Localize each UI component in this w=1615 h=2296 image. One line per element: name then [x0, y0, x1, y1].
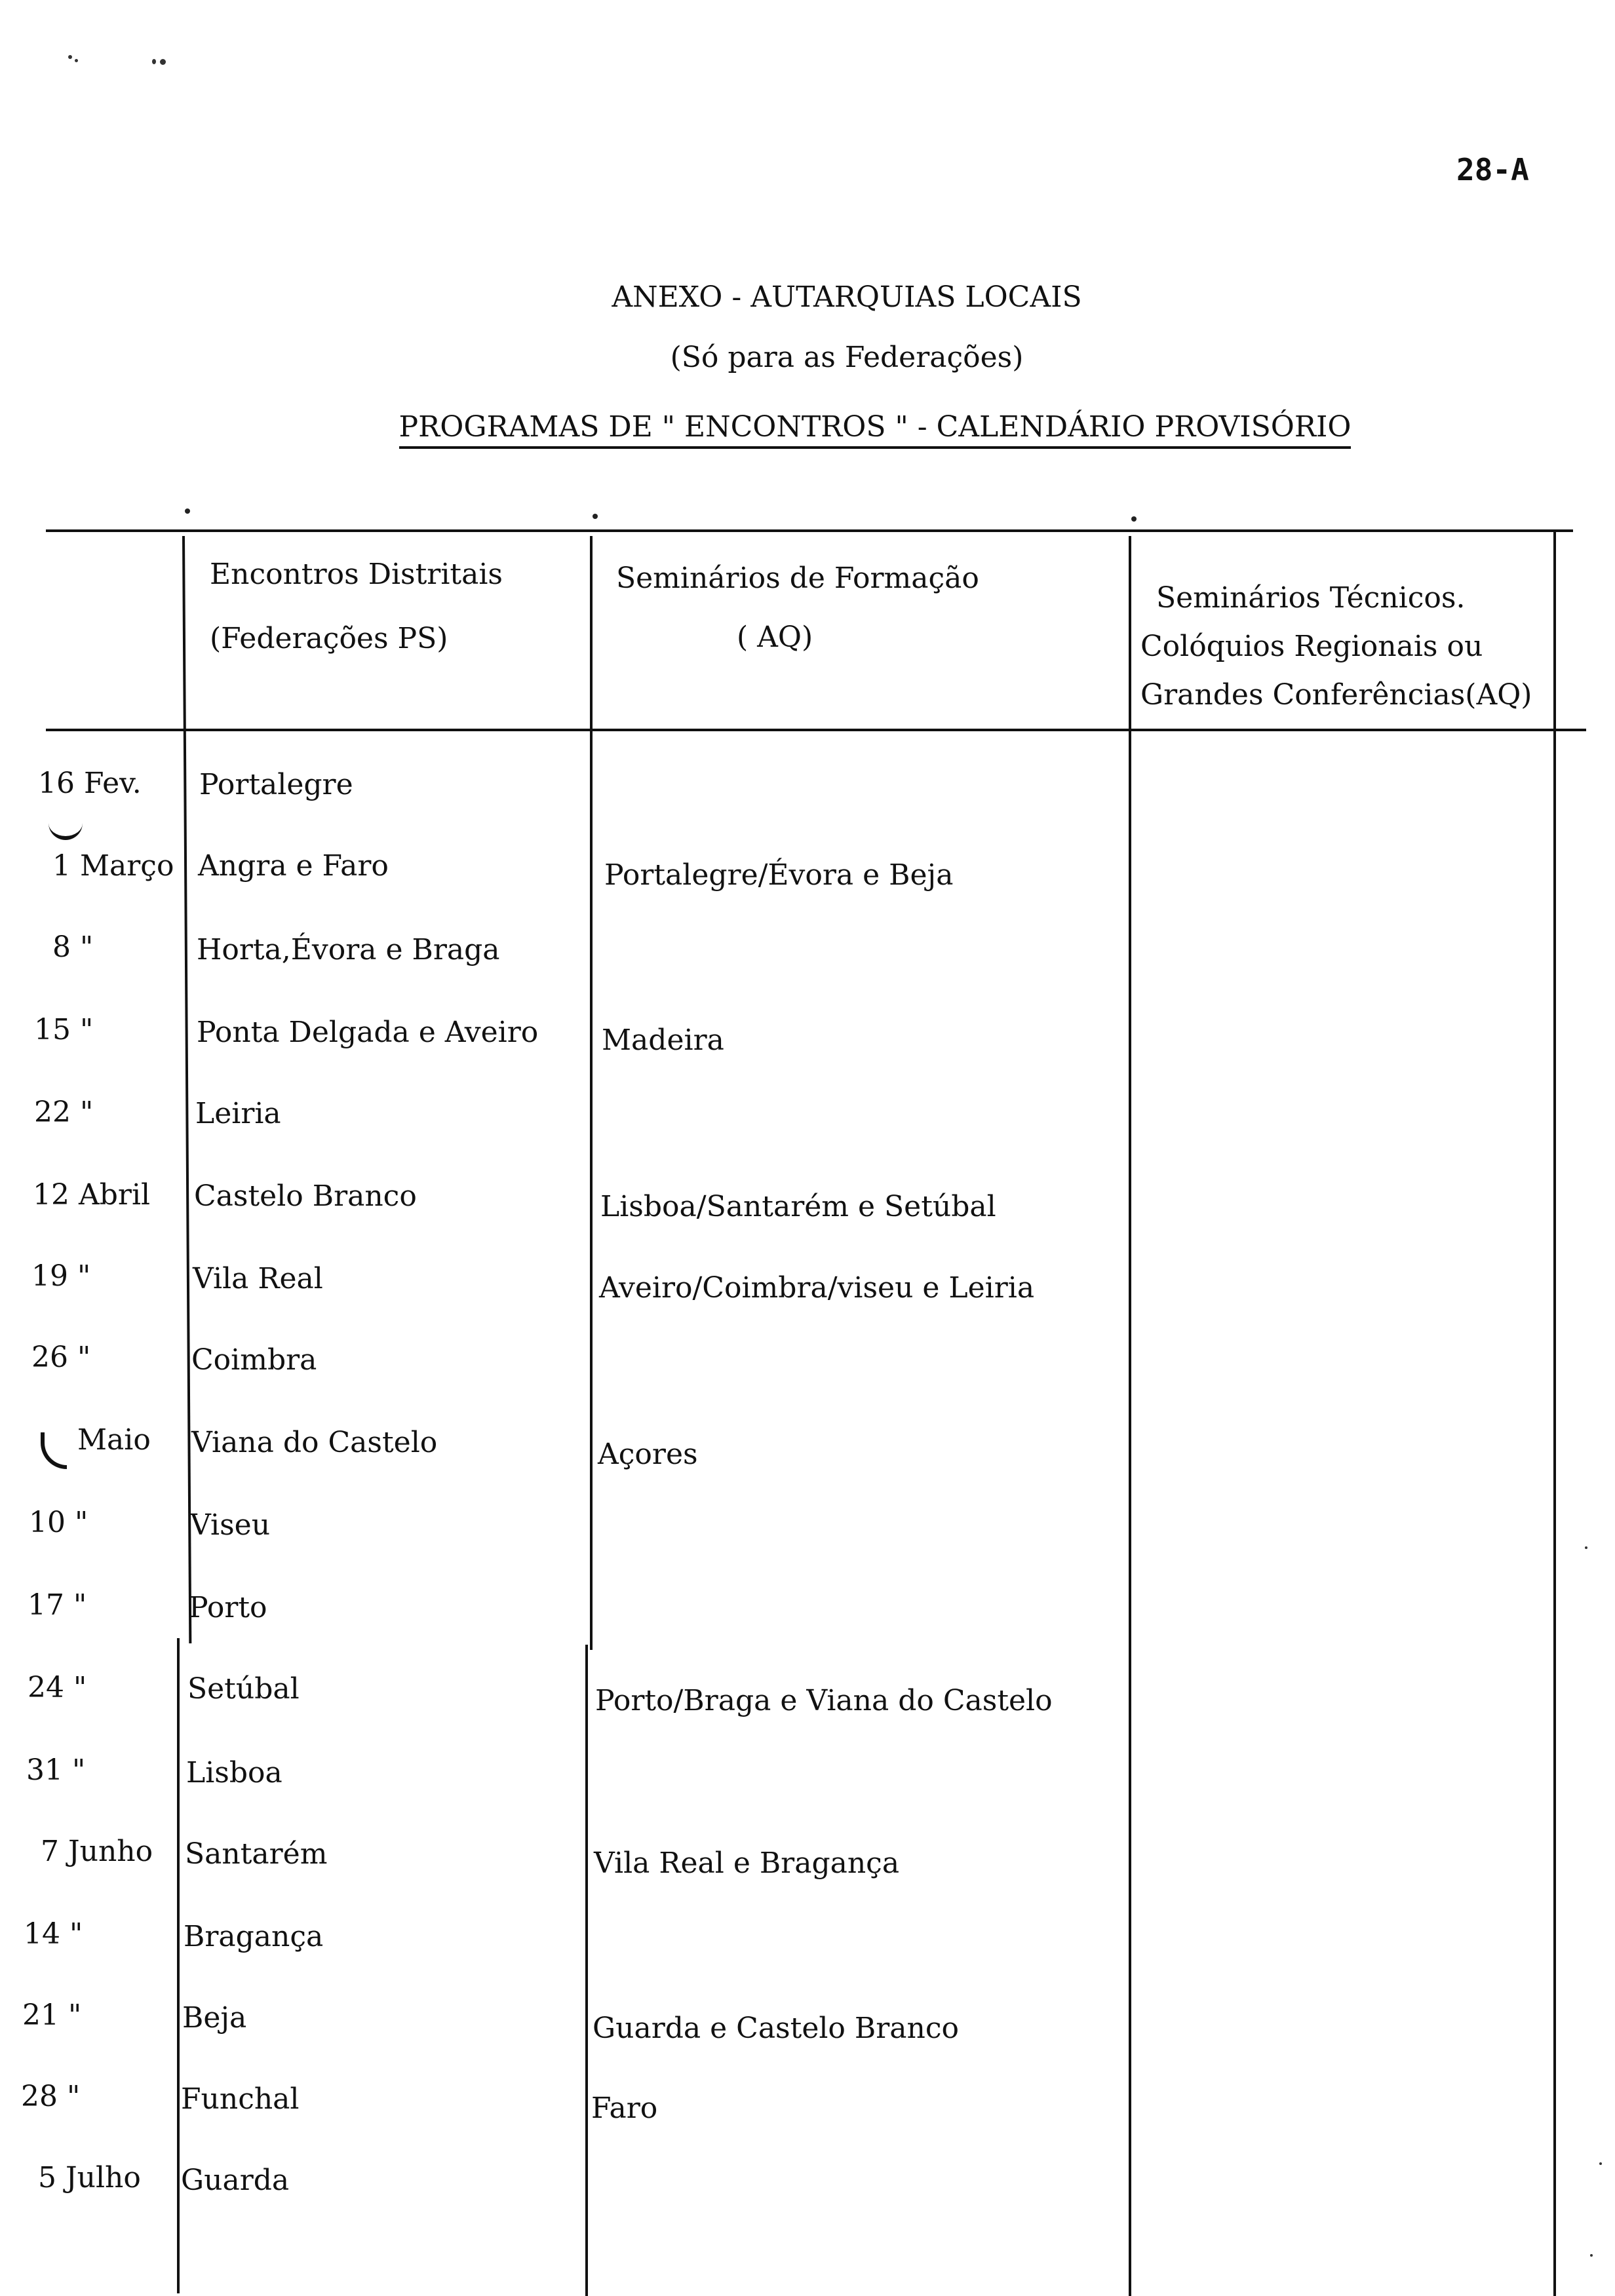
- date-cell: 12 Abril: [33, 1178, 151, 1212]
- distritais-cell: Funchal: [181, 2082, 300, 2116]
- distritais-cell: Bragança: [184, 1920, 324, 1953]
- date-cell: 24 ": [28, 1671, 87, 1704]
- distritais-cell: Angra e Faro: [198, 849, 389, 883]
- page-number: 28-A: [1456, 152, 1529, 187]
- column-divider-3: [1129, 536, 1131, 2296]
- distritais-cell: Viana do Castelo: [191, 1426, 438, 1459]
- header-col2-line2: ( AQ): [737, 621, 813, 654]
- column-dot: [593, 514, 598, 519]
- column-divider-1-lower: [177, 1638, 180, 2293]
- distritais-cell: Porto: [189, 1591, 267, 1624]
- distritais-cell: Santarém: [185, 1837, 328, 1871]
- scan-speck: [68, 55, 72, 59]
- distritais-cell: Vila Real: [193, 1262, 323, 1295]
- date-cell: 16 Fev.: [38, 767, 142, 800]
- formacao-cell: Aveiro/Coimbra/viseu e Leiria: [599, 1271, 1035, 1305]
- program-title-text: PROGRAMAS DE " ENCONTROS " - CALENDÁRIO PROVISÓRIO: [399, 410, 1352, 449]
- table-top-rule: [46, 529, 1573, 532]
- date-cell: 21 ": [22, 1999, 82, 2032]
- date-cell: 10 ": [29, 1506, 88, 1539]
- scan-speck: [1590, 2254, 1593, 2257]
- scan-speck: [75, 59, 78, 62]
- date-cell: 15 ": [34, 1013, 94, 1046]
- distritais-cell: Coimbra: [191, 1343, 317, 1377]
- distritais-cell: Lisboa: [186, 1756, 282, 1789]
- formacao-cell: Portalegre/Évora e Beja: [604, 858, 954, 892]
- column-divider-2-lower: [585, 1645, 588, 2296]
- distritais-cell: Setúbal: [187, 1672, 300, 1706]
- column-dot: [1131, 516, 1137, 522]
- column-dot: [185, 508, 190, 514]
- distritais-cell: Ponta Delgada e Aveiro: [197, 1016, 539, 1049]
- program-title: [0, 410, 1615, 449]
- date-cell: 26 ": [31, 1341, 91, 1374]
- formacao-cell: Madeira: [602, 1024, 724, 1057]
- column-divider-2: [590, 536, 593, 1650]
- header-col2-line1: Seminários de Formação: [616, 562, 979, 595]
- distritais-cell: Beja: [182, 2001, 247, 2035]
- formacao-cell: Porto/Braga e Viana do Castelo: [595, 1684, 1053, 1717]
- distritais-cell: Guarda: [181, 2164, 290, 2197]
- table-header-rule: [46, 729, 1586, 731]
- date-cell: Maio: [77, 1423, 151, 1457]
- formacao-cell: Faro: [591, 2092, 658, 2125]
- date-cell: 5 Julho: [38, 2161, 141, 2194]
- date-cell: 22 ": [34, 1096, 94, 1129]
- header-col1-line2: (Federações PS): [210, 622, 448, 655]
- date-cell: 31 ": [26, 1753, 86, 1787]
- document-subtitle: (Só para as Federações): [670, 341, 1024, 374]
- date-cell: 14 ": [24, 1917, 83, 1951]
- date-cell: 1 Março: [52, 849, 174, 883]
- header-encontros-distritais: [210, 550, 503, 663]
- scan-speck: [152, 59, 156, 64]
- header-col3-line1: Seminários Técnicos.: [1156, 581, 1466, 615]
- distritais-cell: Viseu: [190, 1508, 271, 1542]
- header-col1-line1: Encontros Distritais: [210, 558, 503, 591]
- formacao-cell: Vila Real e Bragança: [594, 1846, 900, 1880]
- document-title: ANEXO - AUTARQUIAS LOCAIS: [612, 280, 1082, 314]
- header-col3-line3: Grandes Conferências(AQ): [1140, 678, 1532, 712]
- date-cell: 17 ": [28, 1588, 87, 1622]
- handwritten-mark: [49, 818, 83, 840]
- column-divider-4: [1553, 529, 1556, 2296]
- date-cell: 28 ": [21, 2080, 81, 2113]
- distritais-cell: Portalegre: [199, 768, 353, 801]
- date-cell: 7 Junho: [41, 1835, 153, 1868]
- scan-speck: [1585, 1546, 1587, 1549]
- formacao-cell: Guarda e Castelo Branco: [593, 2012, 959, 2045]
- handwritten-mark: [41, 1432, 67, 1469]
- date-cell: 8 ": [52, 930, 94, 964]
- formacao-cell: Lisboa/Santarém e Setúbal: [600, 1190, 996, 1223]
- date-cell: 19 ": [31, 1259, 91, 1293]
- distritais-cell: Castelo Branco: [194, 1179, 417, 1213]
- header-seminarios-tecnicos: [1140, 574, 1532, 719]
- distritais-cell: Horta,Évora e Braga: [197, 933, 500, 966]
- scan-speck: [1599, 2162, 1602, 2165]
- formacao-cell: Açores: [598, 1438, 698, 1471]
- distritais-cell: Leiria: [195, 1097, 281, 1130]
- scan-speck: [160, 59, 166, 65]
- header-seminarios-formacao: [616, 554, 979, 662]
- column-divider-1: [182, 536, 191, 1643]
- header-col3-line2: Colóquios Regionais ou: [1140, 630, 1483, 663]
